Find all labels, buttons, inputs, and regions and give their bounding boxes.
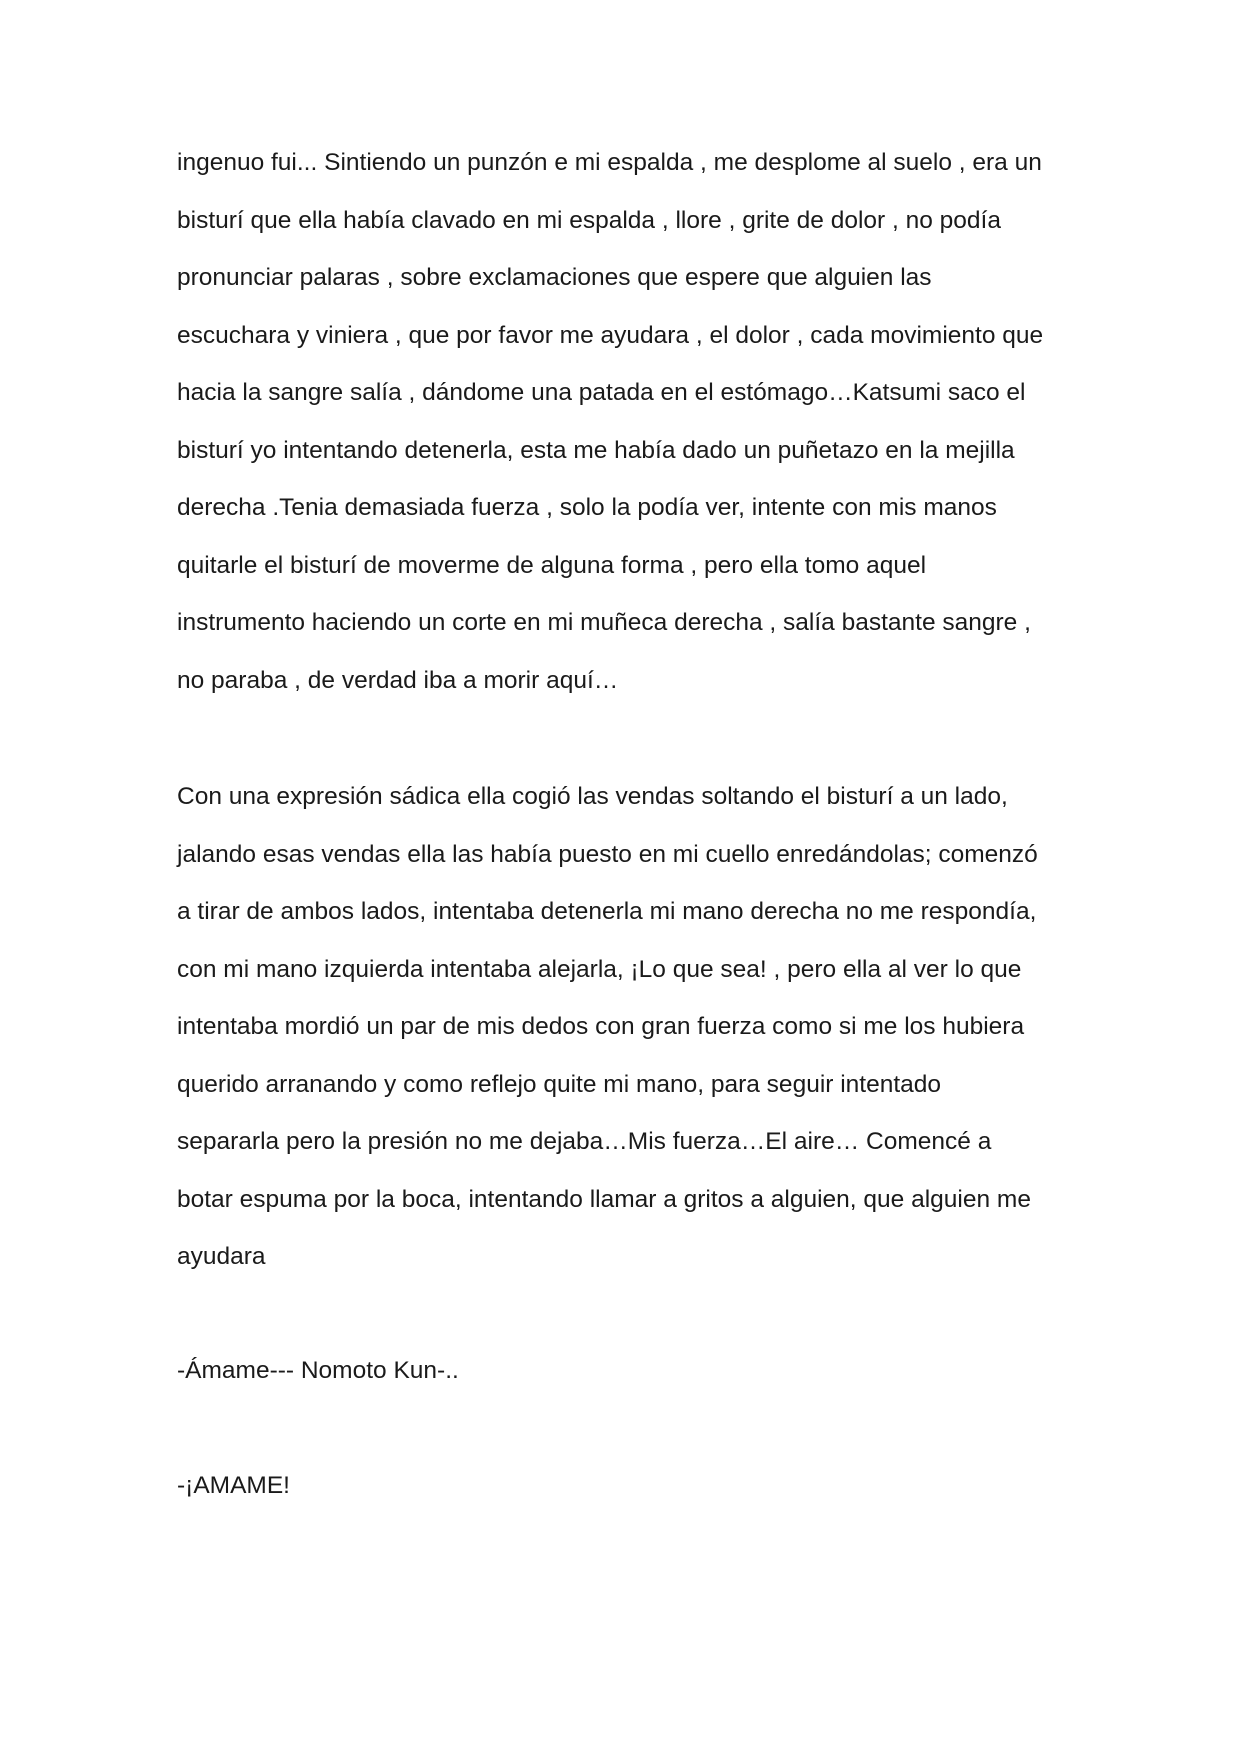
dialogue-line-2	[177, 1457, 1077, 1515]
paragraph-line: botar espuma por la boca, intentando llamar a gritos a alguien, que alguien me	[177, 1185, 1031, 1213]
paragraph-line: derecha .Tenia demasiada fuerza , solo la podía ver, intente con mis manos	[177, 494, 997, 521]
paragraph-line: bisturí que ella había clavado en mi espalda , llore , grite de dolor , no podía	[177, 206, 1001, 234]
paragraph-line: hacia la sangre salía , dándome una patada en el estómago…Katsumi saco el	[177, 379, 1026, 406]
paragraph-1	[177, 134, 1077, 709]
paragraph-2	[177, 768, 1077, 1286]
paragraph-line: bisturí yo intentando detenerla, esta me había dado un puñetazo en la mejilla	[177, 436, 1015, 464]
paragraph-line: pronunciar palaras , sobre exclamaciones que espere que alguien las	[177, 264, 932, 291]
paragraph-line: ayudara	[177, 1243, 266, 1270]
dialogue-text: -¡AMAME!	[177, 1472, 290, 1499]
paragraph-line: querido arranando y como reflejo quite mi mano, para seguir intentado	[177, 1070, 942, 1098]
paragraph-line: Con una expresión sádica ella cogió las vendas soltando el bisturí a un lado,	[177, 783, 1008, 810]
paragraph-line: escuchara y viniera , que por favor me ayudara , el dolor , cada movimiento que	[177, 321, 1044, 349]
dialogue-line-1	[177, 1342, 1077, 1400]
paragraph-line: separarla pero la presión no me dejaba…Mis fuerza…El aire… Comencé a	[177, 1128, 992, 1155]
paragraph-line: jalando esas vendas ella las había puesto en mi cuello enredándolas; comenzó	[177, 840, 1038, 868]
paragraph-line: instrumento haciendo un corte en mi muñeca derecha , salía bastante sangre ,	[177, 609, 1031, 636]
paragraph-line: quitarle el bisturí de moverme de alguna forma , pero ella tomo aquel	[177, 551, 927, 579]
paragraph-line: intentaba mordió un par de mis dedos con gran fuerza como si me los hubiera	[177, 1013, 1025, 1040]
dialogue-text: -Ámame--- Nomoto Kun-..	[177, 1357, 459, 1384]
paragraph-line: con mi mano izquierda intentaba alejarla, ¡Lo que sea! , pero ella al ver lo que	[177, 955, 1022, 983]
paragraph-line: a tirar de ambos lados, intentaba detenerla mi mano derecha no me respondía,	[177, 898, 1037, 925]
paragraph-line: ingenuo fui... Sintiendo un punzón e mi espalda , me desplome al suelo , era un	[177, 149, 1042, 176]
paragraph-line: no paraba , de verdad iba a morir aquí…	[177, 666, 619, 694]
